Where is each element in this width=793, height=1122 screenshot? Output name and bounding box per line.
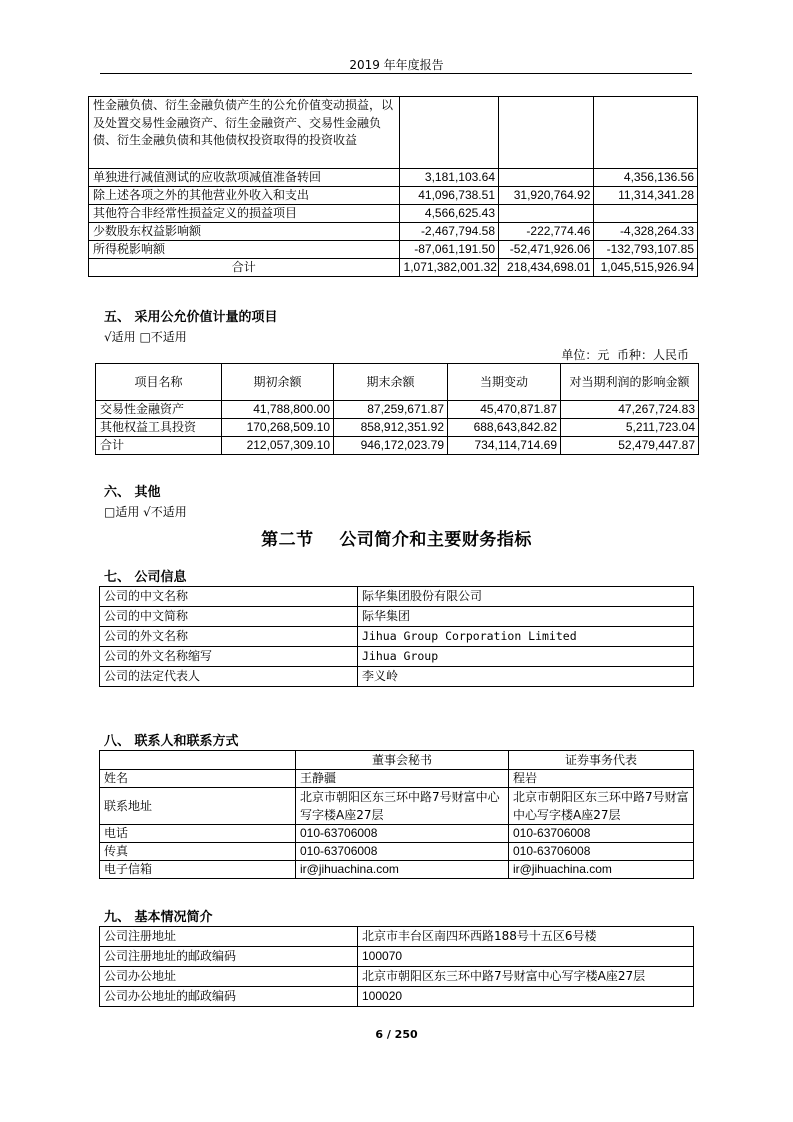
table-row xyxy=(100,770,694,788)
row-label: 除上述各项之外的其他营业外收入和支出 xyxy=(89,187,400,205)
value-cell: 858,912,351.92 xyxy=(334,419,448,437)
section-5-applicability: √适用 □不适用 xyxy=(104,330,187,344)
empty-header-cell xyxy=(100,751,296,770)
table-row xyxy=(100,947,694,967)
table-row xyxy=(100,647,694,667)
table-row xyxy=(100,927,694,947)
page-header: 2019 年年度报告 xyxy=(349,58,444,72)
row-label: 其他权益工具投资 xyxy=(96,419,222,437)
value-cell: -222,774.46 xyxy=(499,223,594,241)
column-header: 董事会秘书 xyxy=(296,751,509,770)
value-cell xyxy=(594,97,698,169)
row-label: 性金融负债、衍生金融负债产生的公允价值变动损益，以及处置交易性金融资产、衍生金融资产、交易性金融负债、衍生金融负债和其他债权投资取得的投资收益 xyxy=(89,97,400,169)
row-label: 少数股东权益影响额 xyxy=(89,223,400,241)
value-cell: 1,045,515,926.94 xyxy=(594,259,698,277)
company-info-table xyxy=(99,586,694,687)
table-row xyxy=(89,169,698,187)
header-divider xyxy=(100,73,692,74)
row-label: 所得税影响额 xyxy=(89,241,400,259)
row-label: 合计 xyxy=(96,437,222,455)
field-value: Jihua Group xyxy=(358,647,694,667)
value-cell: 170,268,509.10 xyxy=(222,419,334,437)
value-cell: 45,470,871.87 xyxy=(448,401,561,419)
row-label: 单独进行减值测试的应收款项减值准备转回 xyxy=(89,169,400,187)
field-label: 公司办公地址的邮政编码 xyxy=(100,987,358,1007)
fair-value-table xyxy=(95,363,699,455)
value-cell: -87,061,191.50 xyxy=(399,241,498,259)
table-row xyxy=(100,667,694,687)
field-value: 010-63706008 xyxy=(509,825,694,843)
chapter-title: 第二节 公司简介和主要财务指标 xyxy=(261,530,532,550)
table-row xyxy=(89,187,698,205)
value-cell xyxy=(499,205,594,223)
value-cell: 218,434,698.01 xyxy=(499,259,594,277)
section-9-title: 九、 基本情况简介 xyxy=(104,910,213,925)
value-cell xyxy=(499,97,594,169)
table-row xyxy=(100,587,694,607)
column-header: 当期变动 xyxy=(448,364,561,401)
value-cell: 5,211,723.04 xyxy=(561,419,699,437)
table-row xyxy=(96,419,699,437)
field-label: 联系地址 xyxy=(100,788,296,825)
row-label: 其他符合非经常性损益定义的损益项目 xyxy=(89,205,400,223)
table-row xyxy=(100,861,694,879)
table-row xyxy=(89,205,698,223)
value-cell: -2,467,794.58 xyxy=(399,223,498,241)
field-value: 北京市朝阳区东三环中路7号财富中心写字楼A座27层 xyxy=(509,788,694,825)
value-cell: 52,479,447.87 xyxy=(561,437,699,455)
column-header: 对当期利润的影响金额 xyxy=(561,364,699,401)
section-6-applicability: □适用 √不适用 xyxy=(104,505,187,519)
field-label: 公司办公地址 xyxy=(100,967,358,987)
value-cell xyxy=(399,97,498,169)
email-value[interactable]: ir@jihuachina.com xyxy=(509,861,694,879)
section-6-title: 六、 其他 xyxy=(104,485,161,500)
value-cell: -52,471,926.06 xyxy=(499,241,594,259)
section-8-title: 八、 联系人和联系方式 xyxy=(104,734,239,749)
field-value: 100020 xyxy=(358,987,694,1007)
field-label: 公司的中文简称 xyxy=(100,607,358,627)
value-cell: 212,057,309.10 xyxy=(222,437,334,455)
table-row xyxy=(100,607,694,627)
table-row xyxy=(89,259,698,277)
field-value: 李义岭 xyxy=(358,667,694,687)
value-cell: 4,566,625.43 xyxy=(399,205,498,223)
field-label: 传真 xyxy=(100,843,296,861)
table-row xyxy=(89,97,698,169)
column-header: 期初余额 xyxy=(222,364,334,401)
nonrecurring-table xyxy=(88,96,698,277)
value-cell xyxy=(594,205,698,223)
contact-table xyxy=(99,750,694,879)
value-cell xyxy=(499,169,594,187)
table-row xyxy=(89,241,698,259)
field-value: 王静疆 xyxy=(296,770,509,788)
table-header-row xyxy=(100,751,694,770)
value-cell: -4,328,264.33 xyxy=(594,223,698,241)
field-value: Jihua Group Corporation Limited xyxy=(358,627,694,647)
field-value: 际华集团股份有限公司 xyxy=(358,587,694,607)
table-row xyxy=(96,401,699,419)
page-number: 6 / 250 xyxy=(375,1028,418,1041)
field-label: 电话 xyxy=(100,825,296,843)
column-header: 证券事务代表 xyxy=(509,751,694,770)
value-cell: 1,071,382,001.32 xyxy=(399,259,498,277)
basic-info-table xyxy=(99,926,694,1007)
field-label: 公司的外文名称 xyxy=(100,627,358,647)
field-label: 公司的法定代表人 xyxy=(100,667,358,687)
table-row xyxy=(100,825,694,843)
total-label: 合计 xyxy=(89,259,400,277)
value-cell: 31,920,764.92 xyxy=(499,187,594,205)
field-value: 100070 xyxy=(358,947,694,967)
field-value: 010-63706008 xyxy=(296,825,509,843)
value-cell: 734,114,714.69 xyxy=(448,437,561,455)
column-header: 期末余额 xyxy=(334,364,448,401)
section-7-title: 七、 公司信息 xyxy=(104,570,187,585)
field-label: 公司注册地址的邮政编码 xyxy=(100,947,358,967)
value-cell: 41,788,800.00 xyxy=(222,401,334,419)
field-value: 北京市朝阳区东三环中路7号财富中心写字楼A座27层 xyxy=(296,788,509,825)
value-cell: 3,181,103.64 xyxy=(399,169,498,187)
section-5-title: 五、 采用公允价值计量的项目 xyxy=(104,310,278,325)
value-cell: 11,314,341.28 xyxy=(594,187,698,205)
value-cell: -132,793,107.85 xyxy=(594,241,698,259)
table-row xyxy=(100,788,694,825)
column-header: 项目名称 xyxy=(96,364,222,401)
table-row xyxy=(100,843,694,861)
value-cell: 688,643,842.82 xyxy=(448,419,561,437)
field-value: 北京市丰台区南四环西路188号十五区6号楼 xyxy=(358,927,694,947)
field-label: 公司的中文名称 xyxy=(100,587,358,607)
table-row xyxy=(100,627,694,647)
field-value: 程岩 xyxy=(509,770,694,788)
table-row xyxy=(89,223,698,241)
row-label: 交易性金融资产 xyxy=(96,401,222,419)
table-row xyxy=(96,437,699,455)
field-label: 公司的外文名称缩写 xyxy=(100,647,358,667)
unit-currency-note: 单位：元 币种：人民币 xyxy=(561,348,689,362)
field-value: 际华集团 xyxy=(358,607,694,627)
field-value: 010-63706008 xyxy=(509,843,694,861)
value-cell: 4,356,136.56 xyxy=(594,169,698,187)
table-header-row xyxy=(96,364,699,401)
field-value: 北京市朝阳区东三环中路7号财富中心写字楼A座27层 xyxy=(358,967,694,987)
table-row xyxy=(100,967,694,987)
field-value: 010-63706008 xyxy=(296,843,509,861)
field-label: 姓名 xyxy=(100,770,296,788)
value-cell: 47,267,724.83 xyxy=(561,401,699,419)
email-value[interactable]: ir@jihuachina.com xyxy=(296,861,509,879)
table-row xyxy=(100,987,694,1007)
value-cell: 41,096,738.51 xyxy=(399,187,498,205)
value-cell: 946,172,023.79 xyxy=(334,437,448,455)
field-label: 电子信箱 xyxy=(100,861,296,879)
value-cell: 87,259,671.87 xyxy=(334,401,448,419)
field-label: 公司注册地址 xyxy=(100,927,358,947)
